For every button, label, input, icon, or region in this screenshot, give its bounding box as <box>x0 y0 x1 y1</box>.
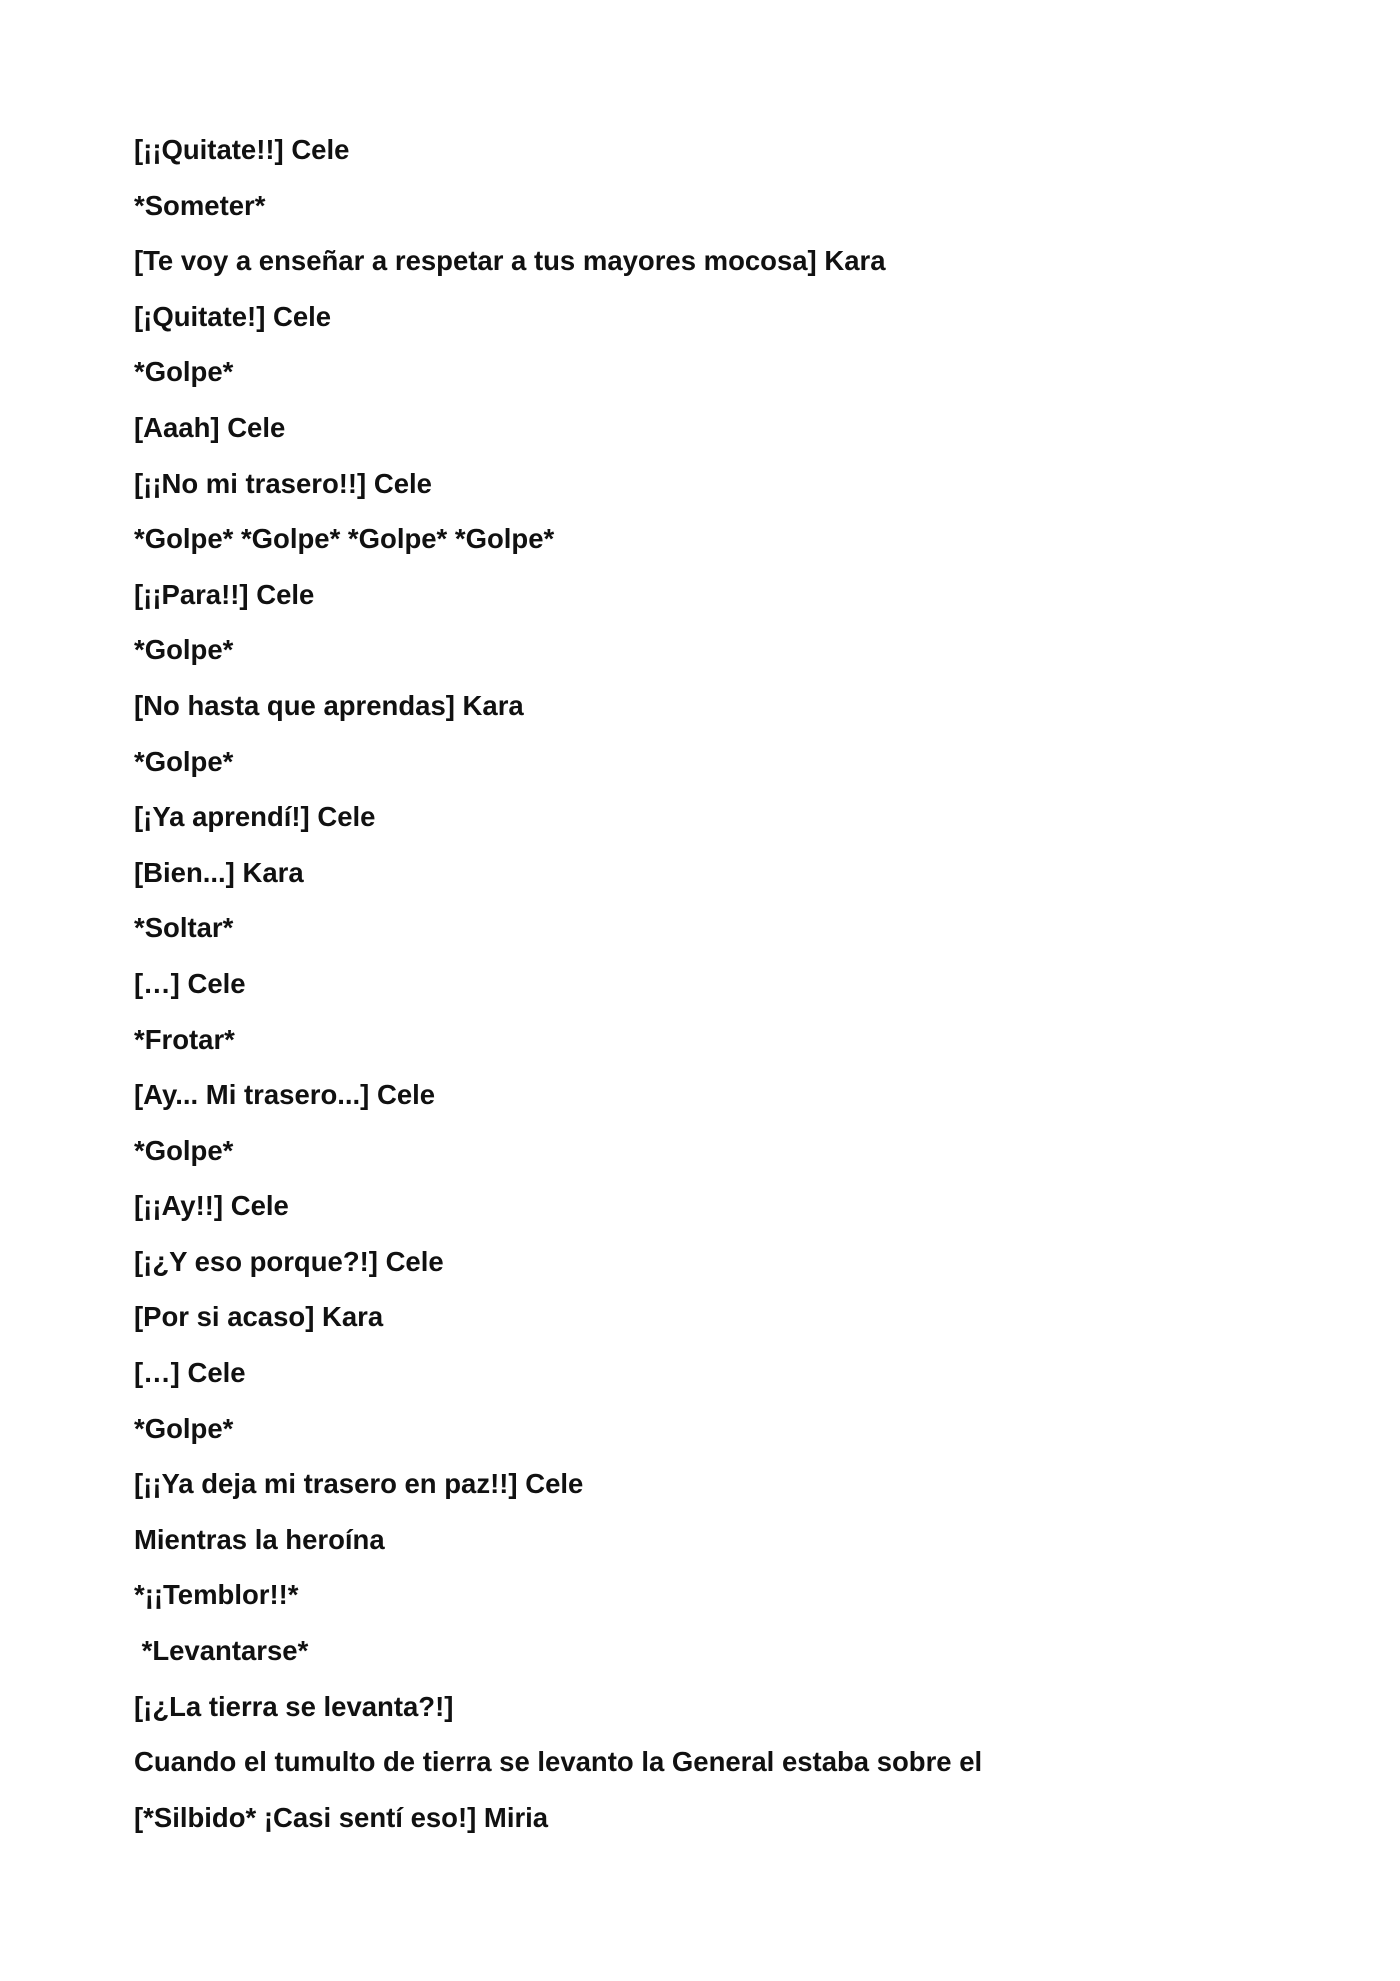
text-line: *Golpe* <box>134 745 234 777</box>
text-line: [Aaah] Cele <box>134 411 286 443</box>
script-text <box>134 133 1274 1856</box>
text-line: [No hasta que aprendas] Kara <box>134 689 524 721</box>
text-line: […] Cele <box>134 1357 246 1389</box>
text-line: Cuando el tumulto de tierra se levanto la General estaba sobre el <box>134 1746 983 1778</box>
text-line: *Levantarse* <box>134 1635 309 1667</box>
text-line: [¡¡Ay!!] Cele <box>134 1190 289 1222</box>
text-line: [Ay... Mi trasero...] Cele <box>134 1079 436 1111</box>
text-line: *Golpe* <box>134 634 234 666</box>
text-line: *Frotar* <box>134 1023 235 1055</box>
text-line: *Someter* <box>134 189 266 221</box>
text-line: [¡Ya aprendí!] Cele <box>134 801 376 833</box>
text-line: [Por si acaso] Kara <box>134 1301 384 1333</box>
text-line: [Bien...] Kara <box>134 856 304 888</box>
text-line: Mientras la heroína <box>134 1523 385 1555</box>
text-line: *¡¡Temblor!!* <box>134 1579 299 1611</box>
text-line: *Golpe* *Golpe* *Golpe* *Golpe* <box>134 523 555 555</box>
text-line: [¡¡No mi trasero!!] Cele <box>134 467 432 499</box>
text-line: *Golpe* <box>134 1412 234 1444</box>
text-line: [¡¡Ya deja mi trasero en paz!!] Cele <box>134 1468 584 1500</box>
text-line: *Soltar* <box>134 912 234 944</box>
text-line: *Golpe* <box>134 1134 234 1166</box>
text-line: [¡¿Y eso porque?!] Cele <box>134 1245 444 1277</box>
text-line: [¡¿La tierra se levanta?!] <box>134 1690 454 1722</box>
text-line: [Te voy a enseñar a respetar a tus mayores mocosa] Kara <box>134 245 886 277</box>
text-line: [¡¡Para!!] Cele <box>134 578 315 610</box>
text-line: *Golpe* <box>134 356 234 388</box>
text-line: [¡¡Quitate!!] Cele <box>134 134 350 165</box>
text-line: [*Silbido* ¡Casi sentí eso!] Miria <box>134 1801 549 1833</box>
text-line: […] Cele <box>134 967 246 999</box>
text-line: [¡Quitate!] Cele <box>134 300 332 332</box>
